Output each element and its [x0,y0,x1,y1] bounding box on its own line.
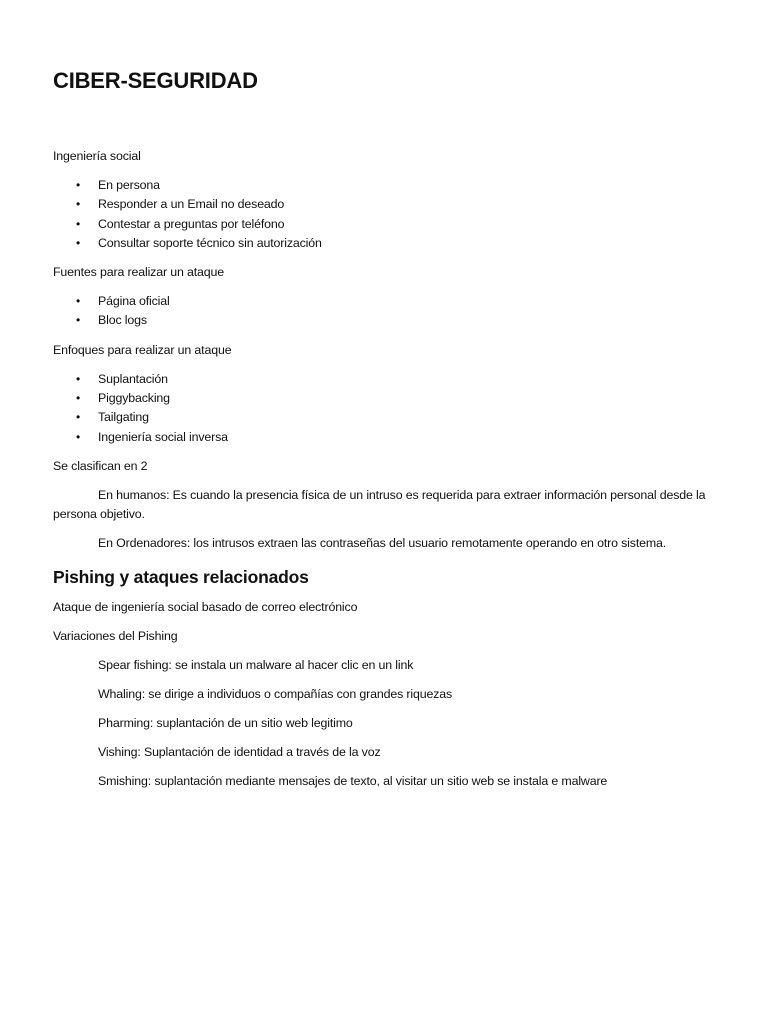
list-item: • Responder a un Email no deseado [53,195,723,214]
variation-item: Spear fishing: se instala un malware al hacer clic en un link [98,657,414,672]
variation-item: Vishing: Suplantación de identidad a través de la voz [98,744,381,759]
list-item: • Piggybacking [53,389,723,408]
bullet-icon: • [76,235,81,250]
bullet-icon: • [76,313,81,328]
bullet-icon: • [76,294,81,309]
paragraph-variaciones-heading: Variaciones del Pishing [53,628,178,643]
bullet-icon: • [76,371,81,386]
document-body [53,64,723,791]
bullet-icon: • [76,197,81,212]
list-item: • Consultar soporte técnico sin autorización [53,234,723,253]
section-title-pishing: Pishing y ataques relacionados [53,566,309,587]
list-item: • Página oficial [53,292,723,311]
bullet-icon: • [76,216,81,231]
paragraph-pishing-intro: Ataque de ingeniería social basado de correo electrónico [53,599,358,614]
list-item: • Tailgating [53,408,723,427]
list-item: • Contestar a preguntas por teléfono [53,215,723,234]
list-item: • Ingeniería social inversa [53,428,723,447]
bullet-icon: • [76,391,81,406]
section-heading-fuentes: Fuentes para realizar un ataque [53,265,224,280]
document-title: CIBER-SEGURIDAD [53,68,258,93]
bullet-icon: • [76,410,81,425]
variation-item: Smishing: suplantación mediante mensajes de texto, al visitar un sitio web se instala e malware [98,773,608,788]
list-item: • En persona [53,176,723,195]
section-heading-enfoques: Enfoques para realizar un ataque [53,342,232,357]
bullet-list-enfoques [53,370,723,447]
paragraph-ordenadores: En Ordenadores: los intrusos extraen las contraseñas del usuario remotamente operando en otro sistema. [98,535,667,550]
bullet-list-fuentes [53,292,723,331]
list-item: • Suplantación [53,370,723,389]
paragraph-humanos: En humanos: Es cuando la presencia física de un intruso es requerida para extraer información personal desde la persona objetivo. [53,487,706,521]
variation-item: Whaling: se dirige a individuos o compañías con grandes riquezas [98,686,453,701]
bullet-list-ingenieria-social [53,176,723,253]
section-heading-clasifican: Se clasifican en 2 [53,458,148,473]
list-item: • Bloc logs [53,311,723,330]
section-heading-ingenieria-social: Ingeniería social [53,149,141,163]
bullet-icon: • [76,178,81,192]
variation-item: Pharming: suplantación de un sitio web legitimo [98,715,353,730]
bullet-icon: • [76,429,81,444]
